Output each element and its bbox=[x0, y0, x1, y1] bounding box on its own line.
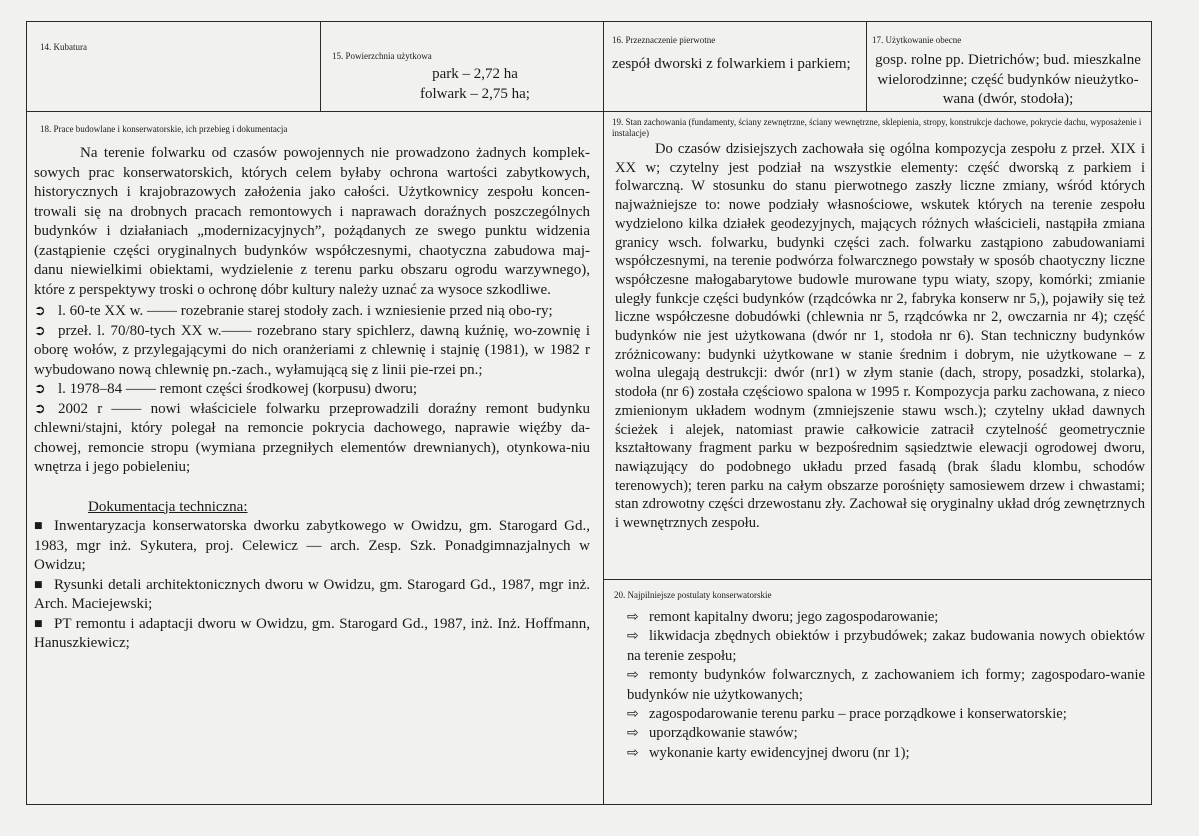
postulate-item bbox=[627, 705, 1145, 724]
white-right-arrow-icon: ⇨ bbox=[627, 667, 639, 684]
square-bullet-icon: ■ bbox=[34, 618, 43, 629]
field-17-line: wielorodzinne; część budynków nieużytko- bbox=[877, 71, 1139, 88]
postulate-item bbox=[627, 608, 1145, 627]
right-border bbox=[1151, 21, 1152, 805]
col-divider-main bbox=[603, 21, 604, 805]
field-18-intro: Na terenie folwarku od czasów powojennych nie prowadzono żadnych komplek-sowych prac konserwatorskich, których celem byłaby ochrona wartości zabytkowych, historycznych i krajobrazowych założenia jako całości. Użytkownicy zespołu koncen-trowali się na drobnych pracach remontowych i naprawach doraźnych poszczególnych budynków i działaniach „modernizacyjnych”, pożądanych ze swego punktu widzenia (zastąpienie części oryginalnych budynków współczesnymi, chaotyczna zabudowa maj-danu niewielkimi obiektami, wydzielenie z terenu parku obszaru ogrodu warzywnego), które z perspektywy troski o ochronę dóbr kultury należy uznać za wysoce szkodliwe. bbox=[34, 145, 590, 298]
field-15-value bbox=[360, 65, 590, 104]
work-item bbox=[34, 380, 590, 400]
col-divider-16-17 bbox=[866, 21, 867, 112]
bold-right-arrow-icon: ➲ bbox=[34, 322, 46, 339]
field-17-label: 17. Użytkowanie obecne bbox=[872, 35, 962, 45]
doc-heading: Dokumentacja techniczna: bbox=[88, 498, 248, 515]
white-right-arrow-icon: ⇨ bbox=[627, 706, 639, 723]
right-divider bbox=[603, 579, 1152, 580]
doc-item bbox=[34, 615, 590, 654]
white-right-arrow-icon: ⇨ bbox=[627, 628, 639, 645]
postulate-text: remonty budynków folwarcznych, z zachowaniem ich formy; zagospodaro-wanie budynków nie użytkowanych; bbox=[627, 667, 1145, 703]
field-15-label: 15. Powierzchnia użytkowa bbox=[332, 51, 432, 61]
field-16-value: zespół dworski z folwarkiem i parkiem; bbox=[612, 56, 851, 72]
square-bullet-icon: ■ bbox=[34, 579, 43, 590]
postulate-item bbox=[627, 666, 1145, 705]
work-item bbox=[34, 400, 590, 478]
bold-right-arrow-icon: ➲ bbox=[34, 381, 46, 397]
work-item-text: 2002 r —— nowi właściciele folwarku przeprowadzili doraźny remont budynku chlewni/stajni, który polegał na remoncie pokrycia dachowego, naprawie więźby da-chowej, remoncie stropu (wymiana przegniłych elementów drewnianych), otynkowa-niu wnętrza i jego pobieleniu; bbox=[34, 400, 590, 475]
bold-right-arrow-icon: ➲ bbox=[34, 303, 46, 319]
field-20-label: 20. Najpilniejsze postulaty konserwatorskie bbox=[614, 590, 772, 600]
work-item-text: przeł. l. 70/80-tych XX w.—— rozebrano stary spichlerz, dawną kuźnię, wo-zownię i oborę wołów, z przylegającymi do nich oranżeriami z chlewnię i stajnię (1981), w 1982 r wybudowano nową chlewnię pn.-zach., wyłamującą się z linii pie-rzei pn.; bbox=[34, 322, 590, 378]
work-item bbox=[34, 322, 590, 381]
work-item-text: l. 1978–84 —— remont części środkowej (korpusu) dworu; bbox=[58, 381, 418, 397]
white-right-arrow-icon: ⇨ bbox=[627, 609, 639, 625]
field-14-label: 14. Kubatura bbox=[40, 42, 87, 52]
col-divider-14-15 bbox=[320, 21, 321, 112]
field-18-body bbox=[34, 144, 590, 654]
row-divider bbox=[26, 111, 1152, 112]
white-right-arrow-icon: ⇨ bbox=[627, 744, 639, 761]
doc-item-text: PT remontu i adaptacji dworu w Owidzu, gm. Starogard Gd., 1987, inż. Inż. Hoffmann, Hanuszkiewicz; bbox=[34, 615, 590, 651]
field-18-label: 18. Prace budowlane i konserwatorskie, ich przebieg i dokumentacja bbox=[40, 124, 288, 134]
field-17-line: wana (dwór, stodoła); bbox=[942, 91, 1074, 107]
doc-item-text: Rysunki detali architektonicznych dworu w Owidzu, gm. Starogard Gd., 1987, mgr inż. Arch. Maciejewski; bbox=[34, 576, 590, 612]
folwark-area: folwark – 2,75 ha; bbox=[420, 85, 530, 102]
work-item bbox=[34, 302, 590, 322]
work-item-text: l. 60-te XX w. —— rozebranie starej stodoły zach. i wzniesienie przed nią obo-ry; bbox=[58, 303, 553, 319]
square-bullet-icon: ■ bbox=[34, 521, 43, 531]
doc-item-text: Inwentaryzacja konserwatorska dworku zabytkowego w Owidzu, gm. Starogard Gd., 1983, mgr inż. Sykutera, proj. Celewicz — arch. Zesp. Szk. Ponadgimnazjalnych w Owidzu; bbox=[34, 518, 590, 573]
postulate-text: remont kapitalny dworu; jego zagospodarowanie; bbox=[649, 609, 939, 625]
doc-item bbox=[34, 517, 590, 576]
field-19-label: 19. Stan zachowania (fundamenty, ściany zewnętrzne, ściany wewnętrzne, sklepienia, stropy, konstrukcje dachowe, pokrycie dachu, wyposażenie i instalacje) bbox=[612, 117, 1142, 138]
park-area: park – 2,72 ha bbox=[432, 66, 518, 82]
postulate-item bbox=[627, 724, 1145, 743]
postulate-item bbox=[627, 627, 1145, 666]
white-right-arrow-icon: ⇨ bbox=[627, 725, 639, 742]
postulate-text: wykonanie karty ewidencyjnej dworu (nr 1); bbox=[649, 744, 910, 761]
field-19-body: Do czasów dzisiejszych zachowała się ogólna kompozycja zespołu z przeł. XIX i XX w; czytelny jest podział na wszystkie elementy: część dworską z parkiem i folwarczną. W stosunku do stanu pierwotnego zaszły liczne zmiany, wśród których najważniejsze to: nowe podziały własnościowe, wskutek których na terenie zespołu wydzielono kilka działek geodezyjnych, mających różnych właścicieli, nastąpiła zmiana granicy wsch. folwarku, budynki części zach. folwarku zastąpiono zabudowaniami współczesnymi, na terenie podwórza folwarcznego powstały w sposób chaotyczny liczne współczesne małogabarytowe budowle murowane typu wiaty, szopy, komórki; zmianie uległy funkcje części budynków (rządcówka nr 2, fabryka konserw nr 5,), pojawiły się też liczne współczesne dobudówki (chlewnia nr 5, rządcówka nr 2, owczarnia nr 4); część budynków nie jest użytkowana (dwór nr 1, stodoła nr 6). Stan techniczny budynków zróżnicowany: budynki użytkowane w stanie średnim i dobrym, nie użytkowane – z wolna ulegają destrukcji: dwór (nr1) w złym stanie (dach, stropy, posadzki, stolarka), stodoła (nr 6) została częściowo spalona w 1995 r. Kompozycja parku zachowana, z nieco zmienionym układem wodnym (zmniejszenie stawu wsch.); czytelny układ dawnych ścieżek i alejek, natomiast prawie całkowicie zatracił czytelność geometrycznie kształtowany fragment parku w bezpośrednim sąsiedztwie elewacji ogrodowej dworu, nawiązujący do podobnego układu przed fasadą (brak śladu klombu, schodów terenowych); teren parku na całym obszarze porośnięty samosiewem drzew i chwastami; stan zdrowotny części drzewostanu zły. Zachował się oryginalny układ dróg zewnętrznych i wewnętrznych zespołu. bbox=[615, 141, 1145, 532]
field-17-line: gosp. rolne pp. Dietrichów; bud. mieszkalne bbox=[875, 52, 1141, 68]
postulate-text: zagospodarowanie terenu parku – prace porządkowe i konserwatorskie; bbox=[649, 706, 1067, 723]
postulate-text: uporządkowanie stawów; bbox=[649, 725, 798, 742]
left-border bbox=[26, 21, 27, 805]
bottom-rule bbox=[26, 804, 1152, 805]
postulate-item bbox=[627, 744, 1145, 763]
field-20-body bbox=[627, 608, 1145, 763]
field-16-label: 16. Przeznaczenie pierwotne bbox=[612, 35, 716, 45]
field-17-value bbox=[868, 51, 1148, 110]
top-rule bbox=[26, 21, 1152, 22]
bold-right-arrow-icon: ➲ bbox=[34, 400, 46, 417]
postulate-text: likwidacja zbędnych obiektów i przybudówek; zakaz budowania nowych obiektów na terenie zespołu; bbox=[627, 628, 1145, 664]
doc-item bbox=[34, 576, 590, 615]
